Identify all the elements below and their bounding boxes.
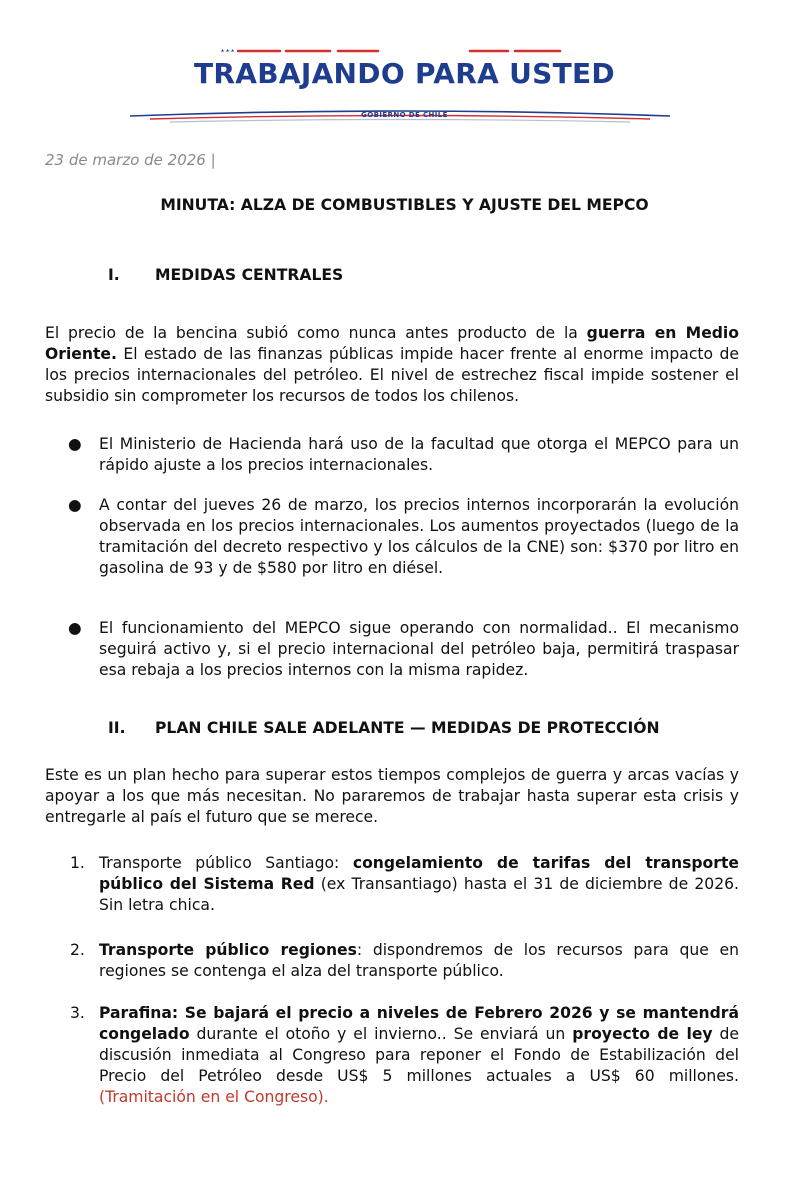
- gobierno-label: GOBIERNO DE CHILE: [361, 111, 448, 119]
- bullet-item: [68, 495, 739, 579]
- bullet-icon: ●: [68, 496, 82, 514]
- section-heading-1: [108, 266, 343, 284]
- item-text: [99, 940, 739, 982]
- numbered-item: [70, 1003, 739, 1108]
- section-number: II.: [108, 719, 126, 737]
- bullet-text: El funcionamiento del MEPCO sigue operando con normalidad.. El mecanismo seguirá activo y, si el precio internacional del petróleo baja, permitirá traspasar esa rebaja a los precios internos con la misma rapidez.: [99, 619, 739, 679]
- item-text: [99, 1003, 739, 1108]
- section-2-intro-paragraph: Este es un plan hecho para superar estos tiempos complejos de guerra y arcas vacías y apoyar a los que más necesitan. No pararemos de trabajar hasta superar esta crisis y entregarle al país el futuro que se merece.: [45, 766, 739, 826]
- section-title: PLAN CHILE SALE ADELANTE — MEDIDAS DE PROTECCIÓN: [155, 719, 660, 737]
- bullet-item: [68, 618, 739, 681]
- item-text-part: (ex Transantiago) hasta el 31 de diciembre de 2026. Sin letra chica.: [99, 875, 739, 914]
- item-number: 3.: [70, 1004, 85, 1022]
- stars-decoration: [221, 49, 235, 52]
- item-bold-text: congelamiento de tarifas del transporte público del Sistema Red: [99, 854, 739, 893]
- tramitacion-note: (Tramitación en el Congreso).: [99, 1088, 329, 1106]
- document-date: 23 de marzo de 2026 |: [45, 151, 216, 169]
- section-heading-2: [108, 719, 660, 737]
- intro-bold-text: guerra en Medio Oriente.: [45, 324, 739, 363]
- bullet-text: El Ministerio de Hacienda hará uso de la facultad que otorga el MEPCO para un rápido ajuste a los precios internacionales.: [99, 435, 739, 474]
- item-text-part: : dispondremos de los recursos para que en regiones se contenga el alza del transporte público.: [99, 941, 739, 980]
- item-number: 1.: [70, 854, 85, 872]
- numbered-item: [70, 940, 739, 982]
- item-bold-text: Parafina: Se bajará el precio a niveles de Febrero 2026 y se mantendrá congelado: [99, 1004, 739, 1043]
- section-title: MEDIDAS CENTRALES: [155, 266, 344, 284]
- item-bold-text: proyecto de ley: [572, 1025, 713, 1043]
- intro-text: El precio de la bencina subió como nunca antes producto de la: [45, 324, 587, 342]
- item-text: [99, 853, 739, 916]
- bullet-text: A contar del jueves 26 de marzo, los precios internos incorporarán la evolución observada en los precios internacionales. Los aumentos proyectados (luego de la tramitación del decreto respectivo y los cálculos de la CNE) son: $370 por litro en gasolina de 93 y de $580 por litro en diésel.: [99, 496, 739, 577]
- document-title: MINUTA: ALZA DE COMBUSTIBLES Y AJUSTE DEL MEPCO: [160, 196, 649, 214]
- bullet-item: [68, 434, 739, 476]
- item-text-part: durante el otoño y el invierno.. Se enviará un: [189, 1025, 573, 1043]
- bullet-icon: ●: [68, 435, 82, 453]
- bullet-icon: ●: [68, 619, 82, 637]
- numbered-item: [70, 853, 739, 916]
- header-banner: [0, 0, 809, 130]
- item-text-part: Transporte público Santiago:: [99, 854, 353, 872]
- item-text-part: de discusión inmediata al Congreso para reponer el Fondo de Estabilización del Precio del Petróleo desde US$ 5 millones actuales a US$ 60 millones.: [99, 1025, 739, 1085]
- section-1-intro-paragraph: [45, 323, 739, 407]
- section-number: I.: [108, 266, 120, 284]
- brand-title: TRABAJANDO PARA USTED: [194, 57, 615, 90]
- intro-text: El estado de las finanzas públicas impide hacer frente al enorme impacto de los precios internacionales del petróleo. El nivel de estrechez fiscal impide sostener el subsidio sin comprometer los recursos de todos los chilenos.: [45, 345, 739, 405]
- item-number: 2.: [70, 941, 85, 959]
- item-bold-text: Transporte público regiones: [99, 941, 357, 959]
